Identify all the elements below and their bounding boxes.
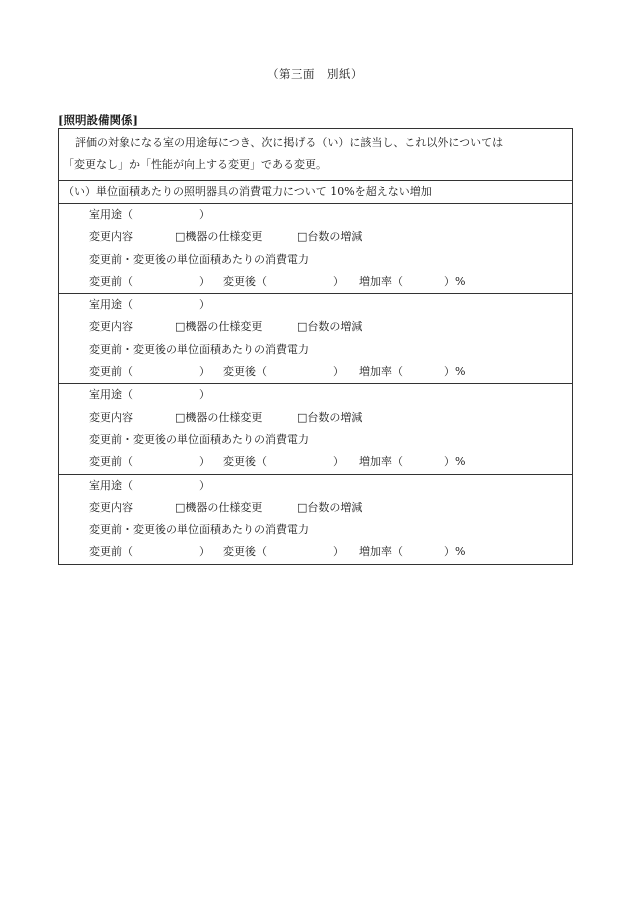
change-content-row bbox=[89, 226, 572, 248]
before-close: ） bbox=[199, 545, 210, 559]
change-content-row bbox=[89, 497, 572, 519]
rate-label: 増加率（ bbox=[359, 274, 403, 288]
room-usage-row bbox=[89, 294, 572, 316]
room-entry-block bbox=[59, 204, 572, 294]
room-usage-close: ） bbox=[199, 298, 210, 312]
power-caption-row bbox=[89, 339, 572, 361]
change-content-label: 変更内容 bbox=[89, 230, 133, 244]
change-content-label: 変更内容 bbox=[89, 410, 133, 424]
before-close: ） bbox=[199, 365, 210, 379]
count-change-checkbox[interactable]: □台数の増減 bbox=[297, 410, 363, 424]
room-usage-label: 室用途（ bbox=[89, 478, 133, 492]
spec-change-checkbox[interactable]: □機器の仕様変更 bbox=[175, 500, 263, 514]
room-usage-close: ） bbox=[199, 478, 210, 492]
count-change-checkbox[interactable]: □台数の増減 bbox=[297, 230, 363, 244]
change-content-row bbox=[89, 316, 572, 338]
before-label: 変更前（ bbox=[89, 545, 133, 559]
intro-line-1: 評価の対象になる室の用途毎につき、次に掲げる（い）に該当し、これ以外については bbox=[75, 136, 504, 149]
room-usage-label: 室用途（ bbox=[89, 388, 133, 402]
count-change-checkbox[interactable]: □台数の増減 bbox=[297, 500, 363, 514]
after-label: 変更後（ bbox=[223, 365, 267, 379]
spec-change-checkbox[interactable]: □機器の仕様変更 bbox=[175, 410, 263, 424]
rate-label: 増加率（ bbox=[359, 545, 403, 559]
room-entry-block bbox=[59, 475, 572, 564]
intro-text bbox=[59, 129, 572, 181]
rate-close: ）% bbox=[444, 365, 466, 379]
room-usage-label: 室用途（ bbox=[89, 208, 133, 221]
power-values-row bbox=[89, 451, 572, 473]
before-label: 変更前（ bbox=[89, 455, 133, 469]
criteria-text: （い）単位面積あたりの照明器具の消費電力について 10%を超えない増加 bbox=[59, 181, 572, 204]
room-usage-row bbox=[89, 204, 572, 226]
page-title: （第三面 別紙） bbox=[267, 67, 363, 81]
after-label: 変更後（ bbox=[223, 455, 267, 469]
power-caption-row bbox=[89, 249, 572, 271]
power-caption: 変更前・変更後の単位面積あたりの消費電力 bbox=[89, 252, 309, 266]
room-entry-block bbox=[59, 384, 572, 474]
after-close: ） bbox=[333, 365, 344, 379]
room-usage-close: ） bbox=[199, 388, 210, 402]
intro-line-2: 「変更なし」か「性能が向上する変更」である変更。 bbox=[63, 158, 327, 171]
room-usage-row bbox=[89, 384, 572, 406]
rate-close: ）% bbox=[444, 274, 466, 288]
room-usage-close: ） bbox=[199, 208, 210, 221]
after-close: ） bbox=[333, 274, 344, 288]
spec-change-checkbox[interactable]: □機器の仕様変更 bbox=[175, 230, 263, 244]
room-entry-block bbox=[59, 294, 572, 384]
rate-label: 増加率（ bbox=[359, 455, 403, 469]
after-label: 変更後（ bbox=[223, 274, 267, 288]
before-close: ） bbox=[199, 274, 210, 288]
power-caption: 変更前・変更後の単位面積あたりの消費電力 bbox=[89, 342, 309, 356]
change-content-row bbox=[89, 407, 572, 429]
count-change-checkbox[interactable]: □台数の増減 bbox=[297, 320, 363, 334]
power-caption: 変更前・変更後の単位面積あたりの消費電力 bbox=[89, 432, 309, 446]
after-close: ） bbox=[333, 455, 344, 469]
after-close: ） bbox=[333, 545, 344, 559]
rate-close: ）% bbox=[444, 455, 466, 469]
change-content-label: 変更内容 bbox=[89, 500, 133, 514]
power-caption-row bbox=[89, 429, 572, 451]
room-usage-label: 室用途（ bbox=[89, 298, 133, 312]
lighting-form-table bbox=[58, 128, 573, 565]
before-label: 変更前（ bbox=[89, 274, 133, 288]
change-content-label: 変更内容 bbox=[89, 320, 133, 334]
spec-change-checkbox[interactable]: □機器の仕様変更 bbox=[175, 320, 263, 334]
rate-label: 増加率（ bbox=[359, 365, 403, 379]
power-caption-row bbox=[89, 519, 572, 541]
power-values-row bbox=[89, 541, 572, 563]
section-title: [照明設備関係] bbox=[58, 113, 138, 127]
power-values-row bbox=[89, 361, 572, 383]
rate-close: ）% bbox=[444, 545, 466, 559]
power-caption: 変更前・変更後の単位面積あたりの消費電力 bbox=[89, 523, 309, 537]
before-label: 変更前（ bbox=[89, 365, 133, 379]
room-usage-row bbox=[89, 475, 572, 497]
after-label: 変更後（ bbox=[223, 545, 267, 559]
power-values-row bbox=[89, 271, 572, 293]
before-close: ） bbox=[199, 455, 210, 469]
